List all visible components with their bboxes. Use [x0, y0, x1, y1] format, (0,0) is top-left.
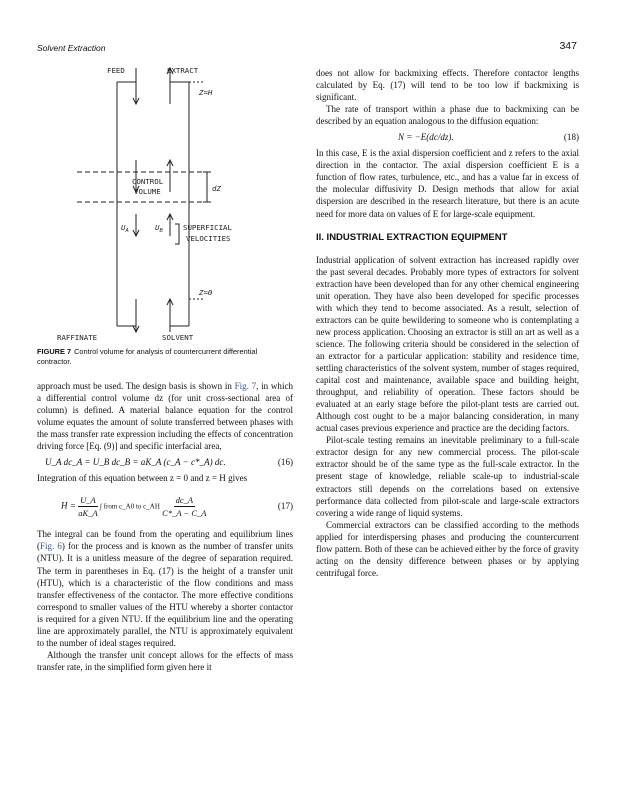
label-extract: EXTRACT [167, 66, 199, 75]
left-column [37, 380, 293, 673]
figure-caption [37, 347, 293, 366]
control-volume-diagram [37, 64, 293, 344]
label-volume: VOLUME [134, 187, 161, 196]
right-column [316, 67, 579, 579]
paragraph: Industrial application of solvent extraction has increased rapidly over the past several decades. Probably more types of extractors for solvent extraction have been developed than for any other chemical engineering unit operation. They have also been developed for specific processes with which they tend to become associated. As a result, selection of extractors can be quite bewildering to someone who is contemplating a new process application. Choosing an extractor is still an art as well as a science. The following criteria should be considered in the selection of an extractor for a particular application: stability and residence time, settling characteristics of the solvent system, number of stages required, capital cost and maintenance, available space and building height, throughput, and reliability of operation. These factors should be evaluated at an early stage before the pilot-plant tests are carried out. Although cost ought to be a major balancing consideration, in many actual cases previous experience and practice are the deciding factors. [316, 254, 579, 434]
paragraph: Integration of this equation between z = 0 and z = H gives [37, 473, 248, 484]
label-solvent: SOLVENT [162, 333, 194, 342]
paragraph: The rate of transport within a phase due to backmixing can be described by an equation analogous to the diffusion equation: [316, 104, 579, 127]
label-feed: FEED [107, 66, 125, 75]
label-velocities: VELOCITIES [186, 234, 231, 243]
label-ub: $U_B$ [155, 223, 163, 234]
paragraph: approach must be used. The design basis is shown in Fig. 7, in which a differential control volume dz (for unit cross-sectional area of column) is defined. A material balance equation for the control volume equates the amount of solute transferred between phases with the mass transfer rate expression including the effects of concentration driving force [Eq. (9)] and specific interfacial area, [37, 381, 294, 452]
paragraph: does not allow for backmixing effects. Therefore contactor lengths calculated by Eq. (17) will tend to be too low if backmixing is significant. [316, 68, 579, 103]
section-heading: II. INDUSTRIAL EXTRACTION EQUIPMENT [316, 231, 508, 243]
fig7-link[interactable]: Fig. 7 [234, 381, 257, 391]
label-raffinate: RAFFINATE [57, 333, 98, 342]
label-ua: $U_A$ [121, 223, 129, 234]
label-z-top: Z=H [199, 88, 213, 97]
figure-7-diagram [37, 64, 293, 344]
caption-text: Control volume for analysis of countercurrent differential contractor. [37, 347, 258, 366]
label-z-bottom: Z=0 [199, 288, 213, 297]
label-control: CONTROL [132, 177, 164, 186]
paragraph: In this case, E is the axial dispersion coefficient and z refers to the axial direction in the contactor. The axial dispersion coefficient E is a function of flow rates, turbulence, etc., and has a value far in excess of the molecular diffusivity D. Design methods that allow for axial dispersion are described in the research literature, but there is an acute need for more data on values of E for large-scale equipment. [316, 148, 579, 219]
paragraph: Although the transfer unit concept allows for the effects of mass transfer rate, in the simplified form given here it [37, 649, 293, 672]
paragraph: The integral can be found from the operating and equilibrium lines (Fig. 6) for the process and is known as the number of transfer units (NTU). It is a unitless measure of the degree of separation required. The term in parentheses in Eq. (17) is the height of a transfer unit (HTU), which is a characteristic of the flow conditions and mass transfer effectiveness of the contactor. The more effective conditions correspond to smaller values of the HTU whereby a shorter contactor is required for a given NTU. If the equilibrium line and the operating line are approximately parallel, the NTU is approximately equivalent to the number of ideal stages required. [37, 529, 293, 648]
equation-18: N = −E(dc/dz). (18) [398, 132, 579, 143]
equation-17: H = $\frac{U\_A}{aK\_A}$ ∫ from c_A0 to c_AH $\frac{dc\_A}{C*\_A - C\_A}$ (17) [61, 494, 293, 518]
running-title: Solvent Extraction [37, 43, 106, 53]
label-dz: dZ [212, 184, 221, 193]
caption-label: FIGURE 7 [37, 347, 72, 356]
fig6-link[interactable]: Fig. 6 [40, 541, 62, 552]
paragraph: Pilot-scale testing remains an inevitable preliminary to a full-scale extractor design for any new commercial process. The pilot-scale extractor should be of the same type as the full-scale extractor. In the present stage of knowledge, reliable scale-up to industrial-scale extractors still depends on the correlations based on extensive performance data collected from pilot-scale and large-scale extractors covering a wide range of liquid systems. [316, 435, 579, 518]
equation-16: U_A dc_A = U_B dc_B = aK_A (c_A − c*_A) dc. (16) [45, 457, 293, 468]
paragraph: Commercial extractors can be classified according to the methods applied for interdispersing phases and producing the countercurrent flow pattern. Both of these can be achieved either by the force of gravity acting on the density difference between phases or by applying centrifugal force. [316, 519, 579, 578]
label-superficial: SUPERFICIAL [183, 223, 232, 232]
page-number: 347 [559, 40, 577, 52]
